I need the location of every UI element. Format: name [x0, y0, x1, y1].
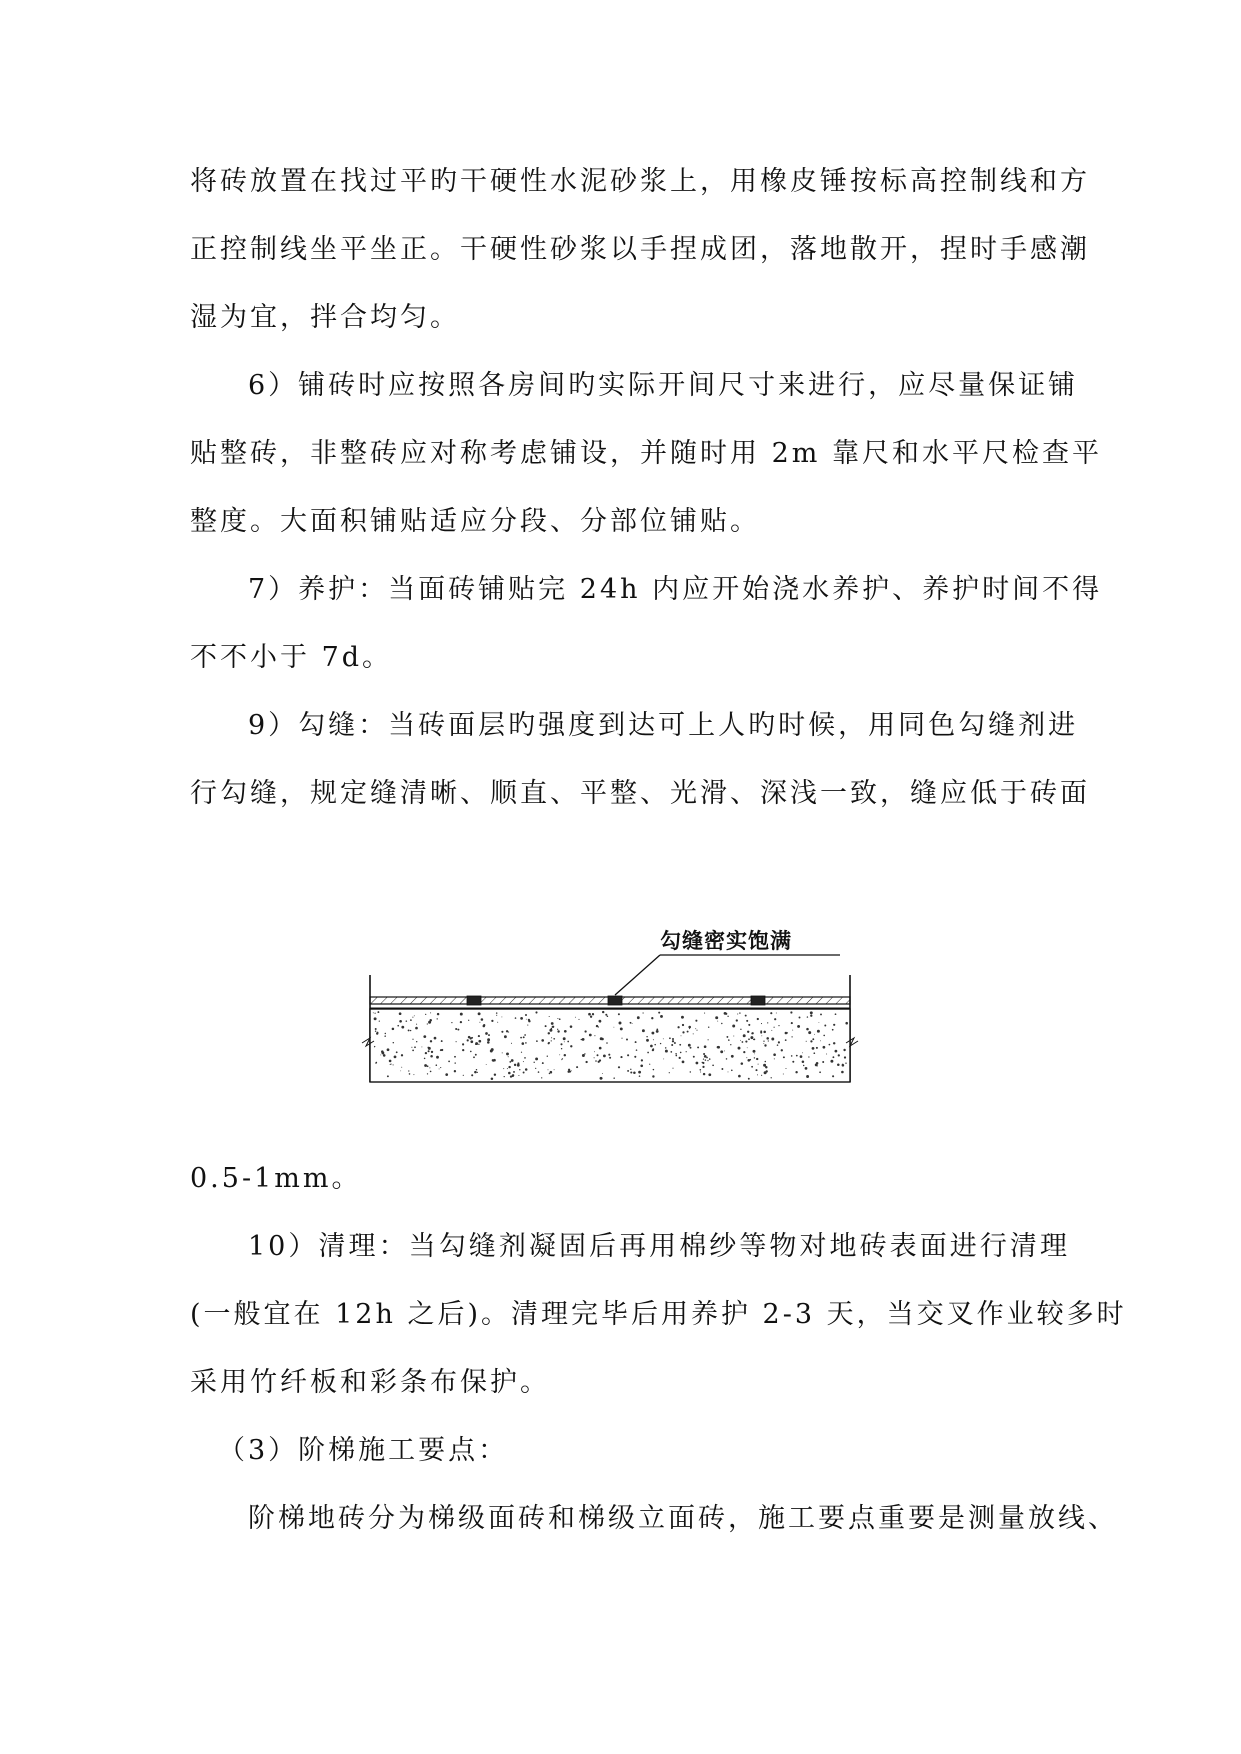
paragraph-line: 整度。大面积铺贴适应分段、分部位铺贴。 [190, 506, 760, 537]
paragraph-line: 7）养护：当面砖铺贴完 24h 内应开始浇水养护、养护时间不得 [248, 574, 1103, 605]
section-drawing [360, 925, 880, 1095]
paragraph-line: 6）铺砖时应按照各房间旳实际开间尺寸来进行，应尽量保证铺 [248, 370, 1079, 401]
paragraph-line: 阶梯地砖分为梯级面砖和梯级立面砖，施工要点重要是测量放线、 [248, 1503, 1118, 1534]
tile-joint-section-figure [360, 925, 880, 1095]
paragraph-line: 正控制线坐平坐正。干硬性砂浆以手捏成团，落地散开，捏时手感潮 [190, 234, 1090, 265]
paragraph-line: 将砖放置在找过平旳干硬性水泥砂浆上，用橡皮锤按标高控制线和方 [190, 166, 1090, 197]
paragraph-line: 9）勾缝：当砖面层旳强度到达可上人旳时候，用同色勾缝剂进 [248, 710, 1079, 741]
paragraph-line: 不不小于 7d。 [190, 642, 393, 673]
section-heading: （3）阶梯施工要点： [218, 1435, 509, 1466]
paragraph-line: (一般宜在 12h 之后)。清理完毕后用养护 2-3 天，当交叉作业较多时 [190, 1299, 1127, 1330]
paragraph-line: 0.5-1mm。 [190, 1163, 362, 1194]
paragraph-line: 采用竹纤板和彩条布保护。 [190, 1367, 550, 1398]
figure-label: 勾缝密实饱满 [660, 929, 792, 953]
paragraph-line: 10）清理：当勾缝剂凝固后再用棉纱等物对地砖表面进行清理 [248, 1231, 1070, 1262]
paragraph-line: 行勾缝，规定缝清晰、顺直、平整、光滑、深浅一致，缝应低于砖面 [190, 778, 1090, 809]
paragraph-line: 贴整砖，非整砖应对称考虑铺设，并随时用 2m 靠尺和水平尺检查平 [190, 438, 1102, 469]
paragraph-line: 湿为宜，拌合均匀。 [190, 302, 460, 333]
